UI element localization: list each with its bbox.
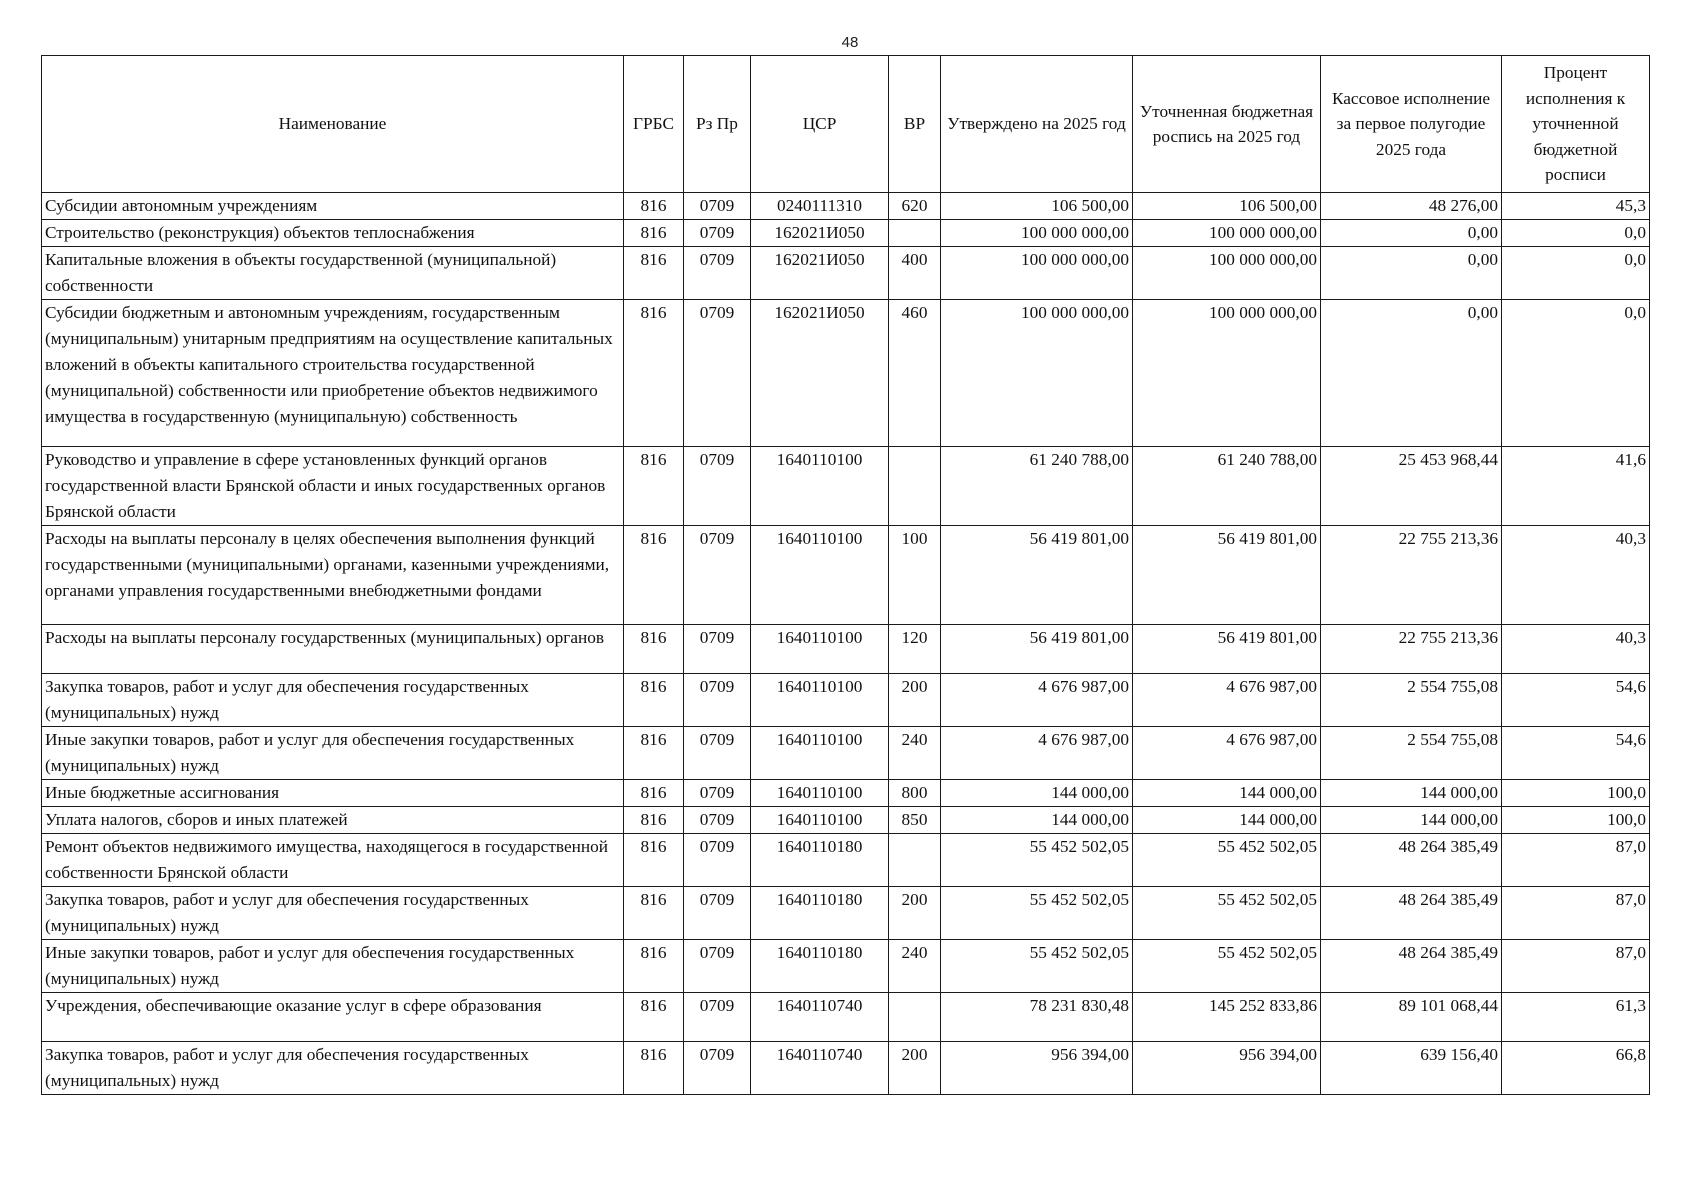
cell-percent: 61,3 <box>1502 993 1650 1042</box>
cell-rzpr: 0709 <box>684 526 751 625</box>
cell-percent: 0,0 <box>1502 247 1650 300</box>
cell-cash: 144 000,00 <box>1321 780 1502 807</box>
table-row <box>42 193 1650 220</box>
cell-vr: 800 <box>889 780 941 807</box>
budget-table <box>41 55 1650 1095</box>
cell-refined: 4 676 987,00 <box>1133 727 1321 780</box>
cell-csr: 162021И050 <box>751 220 889 247</box>
cell-refined: 100 000 000,00 <box>1133 220 1321 247</box>
cell-csr: 1640110100 <box>751 447 889 526</box>
header-rzpr: Рз Пр <box>684 56 751 193</box>
cell-refined: 55 452 502,05 <box>1133 940 1321 993</box>
cell-csr: 1640110740 <box>751 1042 889 1095</box>
cell-rzpr: 0709 <box>684 1042 751 1095</box>
cell-refined: 106 500,00 <box>1133 193 1321 220</box>
cell-grbs: 816 <box>624 247 684 300</box>
cell-rzpr: 0709 <box>684 807 751 834</box>
cell-csr: 1640110100 <box>751 625 889 674</box>
cell-csr: 1640110100 <box>751 674 889 727</box>
cell-grbs: 816 <box>624 940 684 993</box>
cell-rzpr: 0709 <box>684 834 751 887</box>
cell-name: Строительство (реконструкция) объектов теплоснабжения <box>42 220 624 247</box>
cell-name: Уплата налогов, сборов и иных платежей <box>42 807 624 834</box>
cell-vr: 400 <box>889 247 941 300</box>
cell-approved: 100 000 000,00 <box>941 247 1133 300</box>
cell-vr: 850 <box>889 807 941 834</box>
cell-cash: 48 264 385,49 <box>1321 887 1502 940</box>
cell-approved: 956 394,00 <box>941 1042 1133 1095</box>
cell-name: Учреждения, обеспечивающие оказание услуг в сфере образования <box>42 993 624 1042</box>
cell-percent: 54,6 <box>1502 674 1650 727</box>
header-row <box>42 56 1650 193</box>
cell-cash: 144 000,00 <box>1321 807 1502 834</box>
table-row <box>42 940 1650 993</box>
cell-percent: 54,6 <box>1502 727 1650 780</box>
cell-approved: 78 231 830,48 <box>941 993 1133 1042</box>
cell-approved: 106 500,00 <box>941 193 1133 220</box>
table-row <box>42 625 1650 674</box>
cell-cash: 2 554 755,08 <box>1321 674 1502 727</box>
cell-csr: 1640110100 <box>751 526 889 625</box>
cell-cash: 639 156,40 <box>1321 1042 1502 1095</box>
cell-percent: 100,0 <box>1502 780 1650 807</box>
cell-cash: 22 755 213,36 <box>1321 526 1502 625</box>
header-name: Наименование <box>42 56 624 193</box>
cell-refined: 100 000 000,00 <box>1133 247 1321 300</box>
cell-approved: 61 240 788,00 <box>941 447 1133 526</box>
cell-percent: 66,8 <box>1502 1042 1650 1095</box>
cell-rzpr: 0709 <box>684 727 751 780</box>
table-row <box>42 780 1650 807</box>
cell-grbs: 816 <box>624 727 684 780</box>
cell-csr: 162021И050 <box>751 300 889 447</box>
cell-rzpr: 0709 <box>684 993 751 1042</box>
cell-rzpr: 0709 <box>684 193 751 220</box>
cell-cash: 48 264 385,49 <box>1321 834 1502 887</box>
header-approved: Утверждено на 2025 год <box>941 56 1133 193</box>
cell-rzpr: 0709 <box>684 447 751 526</box>
cell-grbs: 816 <box>624 220 684 247</box>
cell-grbs: 816 <box>624 625 684 674</box>
header-grbs: ГРБС <box>624 56 684 193</box>
table-row <box>42 674 1650 727</box>
cell-approved: 144 000,00 <box>941 780 1133 807</box>
cell-approved: 55 452 502,05 <box>941 887 1133 940</box>
table-row <box>42 727 1650 780</box>
cell-grbs: 816 <box>624 526 684 625</box>
header-refined: Уточненная бюджетная роспись на 2025 год <box>1133 56 1321 193</box>
cell-cash: 22 755 213,36 <box>1321 625 1502 674</box>
cell-csr: 1640110180 <box>751 834 889 887</box>
cell-vr: 240 <box>889 940 941 993</box>
header-csr: ЦСР <box>751 56 889 193</box>
cell-cash: 0,00 <box>1321 300 1502 447</box>
cell-percent: 45,3 <box>1502 193 1650 220</box>
header-cash: Кассовое исполнение за первое полугодие 2025 года <box>1321 56 1502 193</box>
cell-rzpr: 0709 <box>684 220 751 247</box>
table-row <box>42 993 1650 1042</box>
cell-name: Субсидии бюджетным и автономным учреждениям, государственным (муниципальным) унитарным предприятиям на осуществление капитальных вложений в объекты капитального строительства государственной (муниципальной) собственности или приобретение объектов недвижимого имущества в государственную (муниципальную) собственность <box>42 300 624 447</box>
cell-approved: 100 000 000,00 <box>941 300 1133 447</box>
cell-name: Закупка товаров, работ и услуг для обеспечения государственных (муниципальных) нужд <box>42 887 624 940</box>
cell-vr <box>889 447 941 526</box>
cell-vr: 620 <box>889 193 941 220</box>
cell-name: Руководство и управление в сфере установленных функций органов государственной власти Брянской области и иных государственных органов Брянской области <box>42 447 624 526</box>
cell-name: Субсидии автономным учреждениям <box>42 193 624 220</box>
cell-csr: 1640110740 <box>751 993 889 1042</box>
cell-refined: 956 394,00 <box>1133 1042 1321 1095</box>
cell-vr: 120 <box>889 625 941 674</box>
cell-refined: 100 000 000,00 <box>1133 300 1321 447</box>
cell-name: Ремонт объектов недвижимого имущества, находящегося в государственной собственности Брянской области <box>42 834 624 887</box>
page-number: 48 <box>841 34 859 51</box>
cell-csr: 162021И050 <box>751 247 889 300</box>
cell-vr: 200 <box>889 1042 941 1095</box>
cell-grbs: 816 <box>624 834 684 887</box>
cell-rzpr: 0709 <box>684 674 751 727</box>
cell-refined: 56 419 801,00 <box>1133 625 1321 674</box>
cell-grbs: 816 <box>624 807 684 834</box>
cell-grbs: 816 <box>624 780 684 807</box>
cell-name: Закупка товаров, работ и услуг для обеспечения государственных (муниципальных) нужд <box>42 674 624 727</box>
cell-refined: 55 452 502,05 <box>1133 887 1321 940</box>
cell-percent: 87,0 <box>1502 887 1650 940</box>
cell-refined: 145 252 833,86 <box>1133 993 1321 1042</box>
cell-name: Расходы на выплаты персоналу в целях обеспечения выполнения функций государственными (муниципальными) органами, казенными учреждениями, органами управления государственными внебюджетными фондами <box>42 526 624 625</box>
cell-refined: 4 676 987,00 <box>1133 674 1321 727</box>
cell-csr: 1640110180 <box>751 887 889 940</box>
cell-percent: 40,3 <box>1502 625 1650 674</box>
cell-rzpr: 0709 <box>684 300 751 447</box>
cell-cash: 48 264 385,49 <box>1321 940 1502 993</box>
cell-cash: 48 276,00 <box>1321 193 1502 220</box>
cell-name: Закупка товаров, работ и услуг для обеспечения государственных (муниципальных) нужд <box>42 1042 624 1095</box>
cell-csr: 1640110180 <box>751 940 889 993</box>
table-row <box>42 220 1650 247</box>
cell-approved: 55 452 502,05 <box>941 940 1133 993</box>
cell-approved: 144 000,00 <box>941 807 1133 834</box>
cell-vr: 100 <box>889 526 941 625</box>
cell-refined: 144 000,00 <box>1133 780 1321 807</box>
cell-cash: 25 453 968,44 <box>1321 447 1502 526</box>
cell-csr: 1640110100 <box>751 727 889 780</box>
cell-approved: 4 676 987,00 <box>941 674 1133 727</box>
header-percent: Процент исполнения к уточненной бюджетной росписи <box>1502 56 1650 193</box>
cell-vr: 460 <box>889 300 941 447</box>
cell-percent: 100,0 <box>1502 807 1650 834</box>
cell-cash: 0,00 <box>1321 247 1502 300</box>
cell-rzpr: 0709 <box>684 887 751 940</box>
cell-refined: 56 419 801,00 <box>1133 526 1321 625</box>
table-row <box>42 447 1650 526</box>
table-row <box>42 807 1650 834</box>
cell-vr: 200 <box>889 887 941 940</box>
table-row <box>42 300 1650 447</box>
cell-grbs: 816 <box>624 193 684 220</box>
cell-percent: 87,0 <box>1502 940 1650 993</box>
cell-cash: 0,00 <box>1321 220 1502 247</box>
cell-rzpr: 0709 <box>684 780 751 807</box>
cell-approved: 4 676 987,00 <box>941 727 1133 780</box>
cell-cash: 89 101 068,44 <box>1321 993 1502 1042</box>
cell-vr <box>889 834 941 887</box>
cell-refined: 55 452 502,05 <box>1133 834 1321 887</box>
cell-rzpr: 0709 <box>684 625 751 674</box>
table-row <box>42 1042 1650 1095</box>
cell-grbs: 816 <box>624 674 684 727</box>
cell-grbs: 816 <box>624 447 684 526</box>
cell-csr: 1640110100 <box>751 807 889 834</box>
table-row <box>42 247 1650 300</box>
cell-refined: 61 240 788,00 <box>1133 447 1321 526</box>
cell-approved: 56 419 801,00 <box>941 526 1133 625</box>
cell-percent: 87,0 <box>1502 834 1650 887</box>
cell-name: Расходы на выплаты персоналу государственных (муниципальных) органов <box>42 625 624 674</box>
cell-name: Капитальные вложения в объекты государственной (муниципальной) собственности <box>42 247 624 300</box>
cell-rzpr: 0709 <box>684 247 751 300</box>
table-row <box>42 834 1650 887</box>
cell-csr: 0240111310 <box>751 193 889 220</box>
cell-vr <box>889 220 941 247</box>
table-row <box>42 526 1650 625</box>
cell-vr: 200 <box>889 674 941 727</box>
table-row <box>42 887 1650 940</box>
cell-grbs: 816 <box>624 993 684 1042</box>
cell-percent: 41,6 <box>1502 447 1650 526</box>
cell-vr <box>889 993 941 1042</box>
cell-name: Иные бюджетные ассигнования <box>42 780 624 807</box>
cell-approved: 100 000 000,00 <box>941 220 1133 247</box>
cell-cash: 2 554 755,08 <box>1321 727 1502 780</box>
cell-csr: 1640110100 <box>751 780 889 807</box>
cell-approved: 56 419 801,00 <box>941 625 1133 674</box>
cell-grbs: 816 <box>624 300 684 447</box>
cell-name: Иные закупки товаров, работ и услуг для обеспечения государственных (муниципальных) нужд <box>42 940 624 993</box>
cell-percent: 0,0 <box>1502 220 1650 247</box>
cell-name: Иные закупки товаров, работ и услуг для обеспечения государственных (муниципальных) нужд <box>42 727 624 780</box>
cell-grbs: 816 <box>624 1042 684 1095</box>
cell-percent: 40,3 <box>1502 526 1650 625</box>
cell-percent: 0,0 <box>1502 300 1650 447</box>
cell-refined: 144 000,00 <box>1133 807 1321 834</box>
cell-vr: 240 <box>889 727 941 780</box>
cell-rzpr: 0709 <box>684 940 751 993</box>
cell-grbs: 816 <box>624 887 684 940</box>
cell-approved: 55 452 502,05 <box>941 834 1133 887</box>
header-vr: ВР <box>889 56 941 193</box>
